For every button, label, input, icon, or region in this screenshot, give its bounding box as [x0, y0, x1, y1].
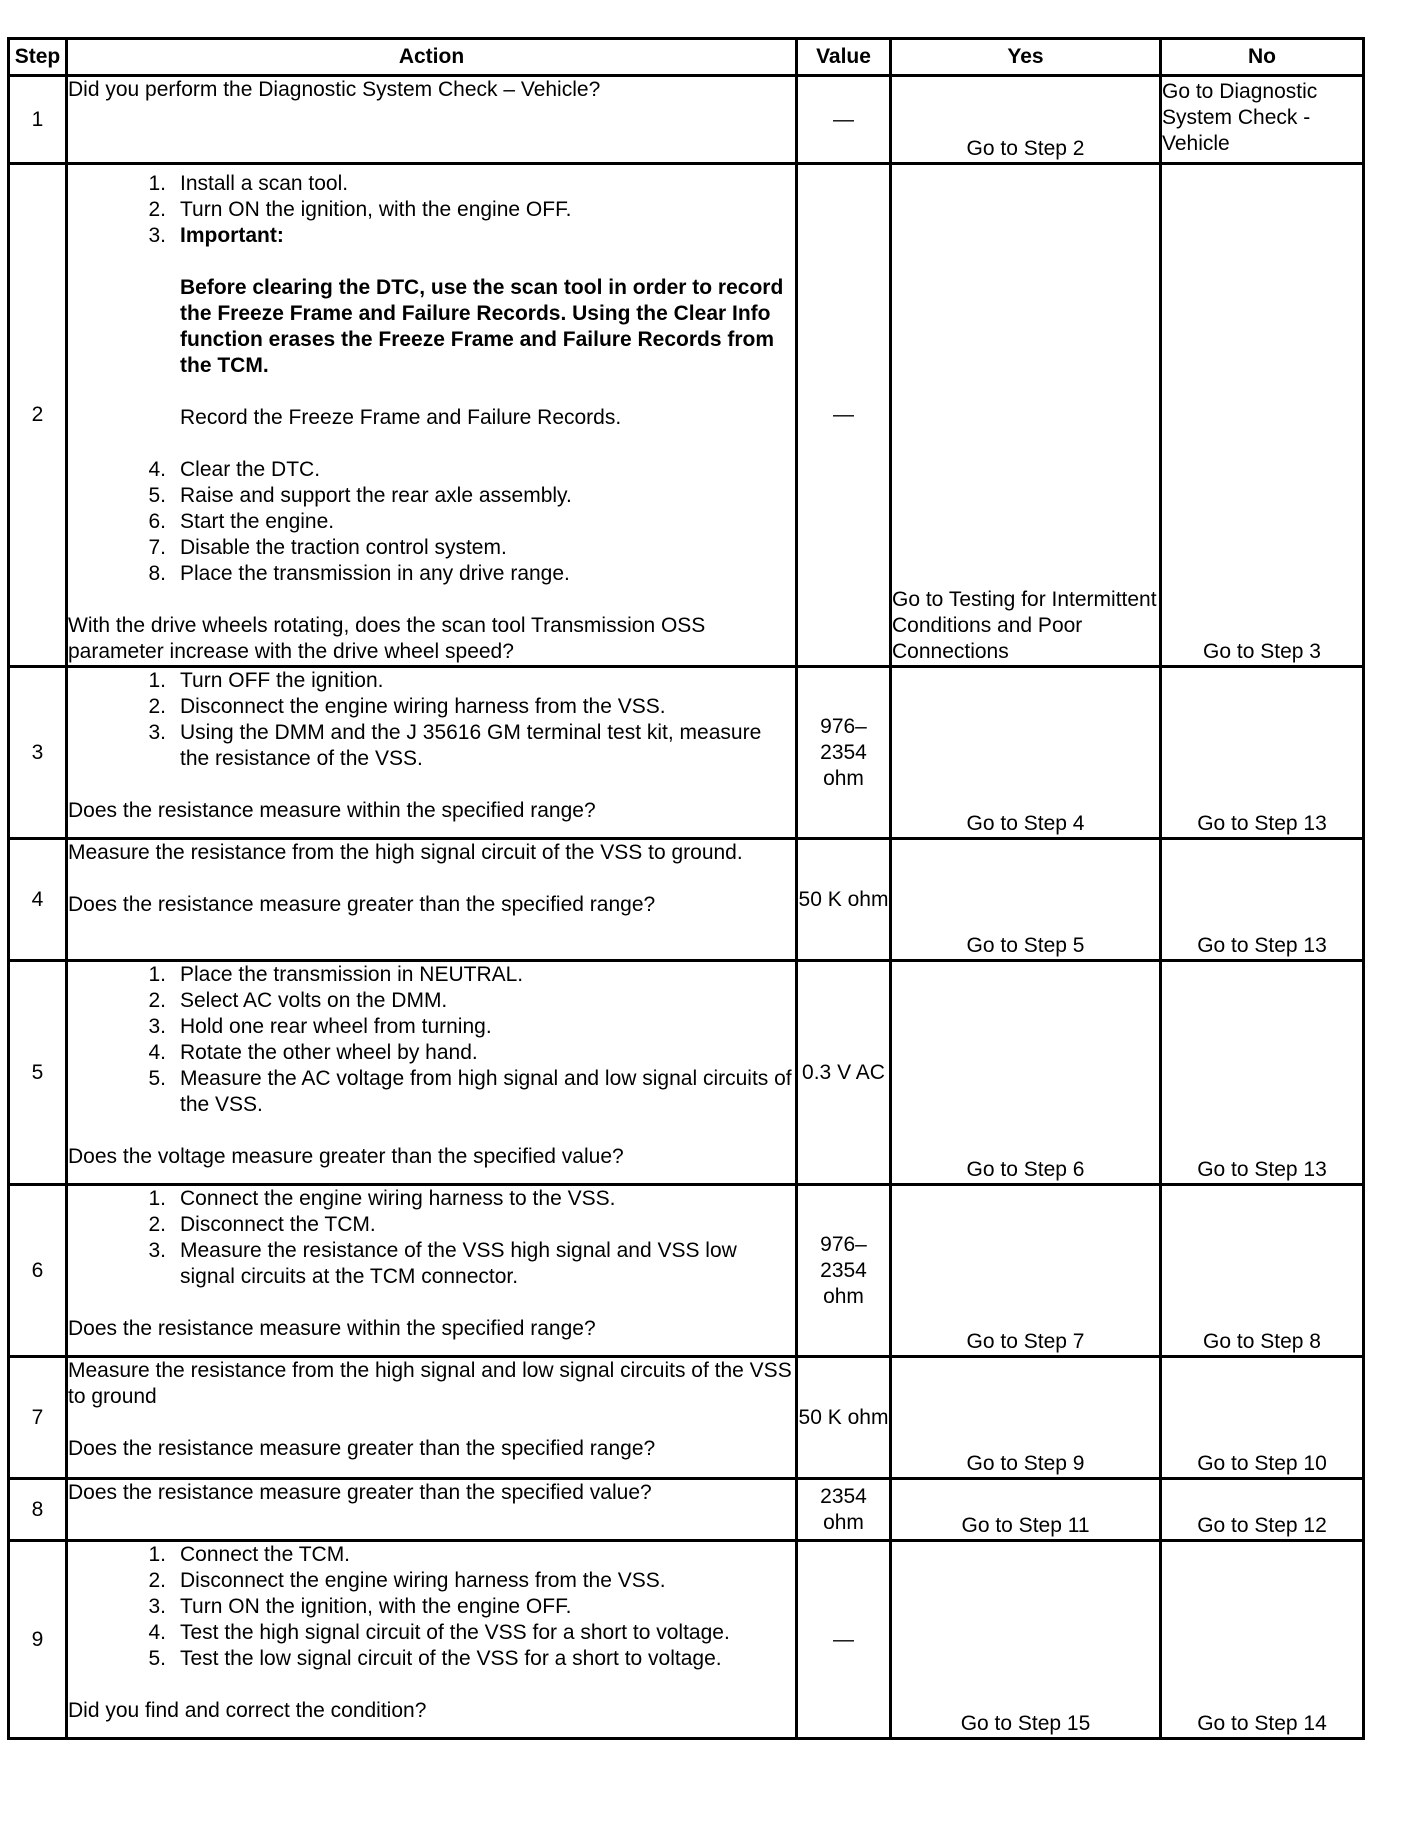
no-cell: Go to Step 13 [1161, 961, 1364, 1185]
action-question: Does the voltage measure greater than the specified value? [68, 1145, 624, 1168]
list-item: 5. Test the low signal circuit of the VSS for a short to voltage. [148, 1647, 722, 1670]
no-cell: Go to Step 12 [1161, 1479, 1364, 1541]
no-cell: Go to Step 13 [1161, 667, 1364, 839]
table-row [9, 1185, 1364, 1357]
table-row [9, 1357, 1364, 1479]
action-cell [67, 961, 797, 1185]
action-cell [67, 1479, 797, 1541]
action-list [68, 668, 795, 772]
list-item: 1. Place the transmission in NEUTRAL. [148, 963, 524, 986]
list-item: 2. Disconnect the engine wiring harness from the VSS. [148, 695, 666, 718]
action-list [68, 962, 795, 1118]
list-item: 5. Raise and support the rear axle assembly. [148, 484, 572, 507]
table-row [9, 961, 1364, 1185]
header-yes: Yes [891, 39, 1161, 76]
action-list [68, 457, 795, 587]
header-no: No [1161, 39, 1364, 76]
step-number: 1 [9, 76, 67, 164]
list-item: 3. Measure the resistance of the VSS high signal and VSS low signal circuits at the TCM connector. [148, 1239, 737, 1288]
yes-cell: Go to Step 2 [891, 76, 1161, 164]
action-list [68, 1542, 795, 1672]
yes-cell: Go to Step 7 [891, 1185, 1161, 1357]
action-cell [67, 164, 797, 667]
record-instruction: Record the Freeze Frame and Failure Records. [180, 406, 622, 429]
no-cell: Go to Step 10 [1161, 1357, 1364, 1479]
value-cell: 976–2354 ohm [797, 1185, 891, 1357]
action-question: Does the resistance measure within the specified range? [68, 799, 596, 822]
yes-cell: Go to Step 6 [891, 961, 1161, 1185]
table-row [9, 667, 1364, 839]
list-item: 3. Hold one rear wheel from turning. [148, 1015, 492, 1038]
action-question: Does the resistance measure within the specified range? [68, 1317, 596, 1340]
value-cell: — [797, 164, 891, 667]
action-cell [67, 1357, 797, 1479]
list-item: 2. Turn ON the ignition, with the engine OFF. [148, 198, 572, 221]
no-cell: Go to Diagnostic System Check - Vehicle [1161, 76, 1364, 164]
yes-cell: Go to Step 5 [891, 839, 1161, 961]
action-list [68, 171, 795, 249]
list-item: 1. Connect the TCM. [148, 1543, 351, 1566]
action-cell [67, 1541, 797, 1739]
header-row [9, 39, 1364, 76]
list-item: 6. Start the engine. [148, 510, 335, 533]
header-action: Action [67, 39, 797, 76]
list-item: 2. Select AC volts on the DMM. [148, 989, 448, 1012]
action-cell [67, 667, 797, 839]
action-question: Does the resistance measure greater than the specified range? [68, 893, 656, 916]
list-item: 1. Turn OFF the ignition. [148, 669, 384, 692]
table-row [9, 76, 1364, 164]
action-question: Does the resistance measure greater than the specified value? [68, 1481, 652, 1504]
action-question: Does the resistance measure greater than the specified range? [68, 1437, 656, 1460]
header-value: Value [797, 39, 891, 76]
value-cell: 50 K ohm [797, 1357, 891, 1479]
list-item: 2. Disconnect the TCM. [148, 1213, 376, 1236]
value-cell: 2354 ohm [797, 1479, 891, 1541]
action-list [68, 1186, 795, 1290]
no-cell: Go to Step 13 [1161, 839, 1364, 961]
no-cell: Go to Step 14 [1161, 1541, 1364, 1739]
table-row [9, 839, 1364, 961]
list-item: 7. Disable the traction control system. [148, 536, 507, 559]
yes-cell: Go to Step 4 [891, 667, 1161, 839]
header-step: Step [9, 39, 67, 76]
yes-cell: Go to Step 11 [891, 1479, 1161, 1541]
action-text: Measure the resistance from the high signal and low signal circuits of the VSS to ground [68, 1359, 792, 1408]
value-cell: 0.3 V AC [797, 961, 891, 1185]
list-item: 4. Test the high signal circuit of the VSS for a short to voltage. [148, 1621, 730, 1644]
list-item: 2. Disconnect the engine wiring harness from the VSS. [148, 1569, 666, 1592]
step-number: 6 [9, 1185, 67, 1357]
list-item: 4. Clear the DTC. [148, 458, 321, 481]
table-row [9, 1541, 1364, 1739]
action-cell [67, 76, 797, 164]
important-note: Before clearing the DTC, use the scan tool in order to record the Freeze Frame and Failure Records. Using the Clear Info function erases the Freeze Frame and Failure Records from the TCM. [180, 276, 784, 377]
table-row [9, 1479, 1364, 1541]
step-number: 8 [9, 1479, 67, 1541]
value-cell: — [797, 76, 891, 164]
action-question: Did you perform the Diagnostic System Check – Vehicle? [68, 78, 601, 101]
step-number: 3 [9, 667, 67, 839]
table-row [9, 164, 1364, 667]
action-question: Did you find and correct the condition? [68, 1699, 427, 1722]
action-cell [67, 1185, 797, 1357]
value-cell: 976–2354 ohm [797, 667, 891, 839]
list-item: 3. Important: [148, 224, 284, 247]
no-cell: Go to Step 3 [1161, 164, 1364, 667]
no-cell: Go to Step 8 [1161, 1185, 1364, 1357]
yes-cell: Go to Testing for Intermittent Conditions and Poor Connections [891, 164, 1161, 667]
list-item: 5. Measure the AC voltage from high signal and low signal circuits of the VSS. [148, 1067, 792, 1116]
yes-cell: Go to Step 9 [891, 1357, 1161, 1479]
action-cell [67, 839, 797, 961]
action-question: With the drive wheels rotating, does the scan tool Transmission OSS parameter increase with the drive wheel speed? [68, 614, 706, 663]
list-item: 4. Rotate the other wheel by hand. [148, 1041, 478, 1064]
step-number: 4 [9, 839, 67, 961]
yes-cell: Go to Step 15 [891, 1541, 1161, 1739]
step-number: 7 [9, 1357, 67, 1479]
list-item: 8. Place the transmission in any drive range. [148, 562, 570, 585]
step-number: 9 [9, 1541, 67, 1739]
list-item: 3. Turn ON the ignition, with the engine OFF. [148, 1595, 572, 1618]
step-number: 2 [9, 164, 67, 667]
list-item: 1. Install a scan tool. [148, 172, 349, 195]
list-item: 3. Using the DMM and the J 35616 GM terminal test kit, measure the resistance of the VSS. [148, 721, 762, 770]
value-cell: 50 K ohm [797, 839, 891, 961]
list-item: 1. Connect the engine wiring harness to the VSS. [148, 1187, 616, 1210]
value-cell: — [797, 1541, 891, 1739]
action-text: Measure the resistance from the high signal circuit of the VSS to ground. [68, 841, 743, 864]
diagnostic-table [7, 37, 1365, 1740]
step-number: 5 [9, 961, 67, 1185]
